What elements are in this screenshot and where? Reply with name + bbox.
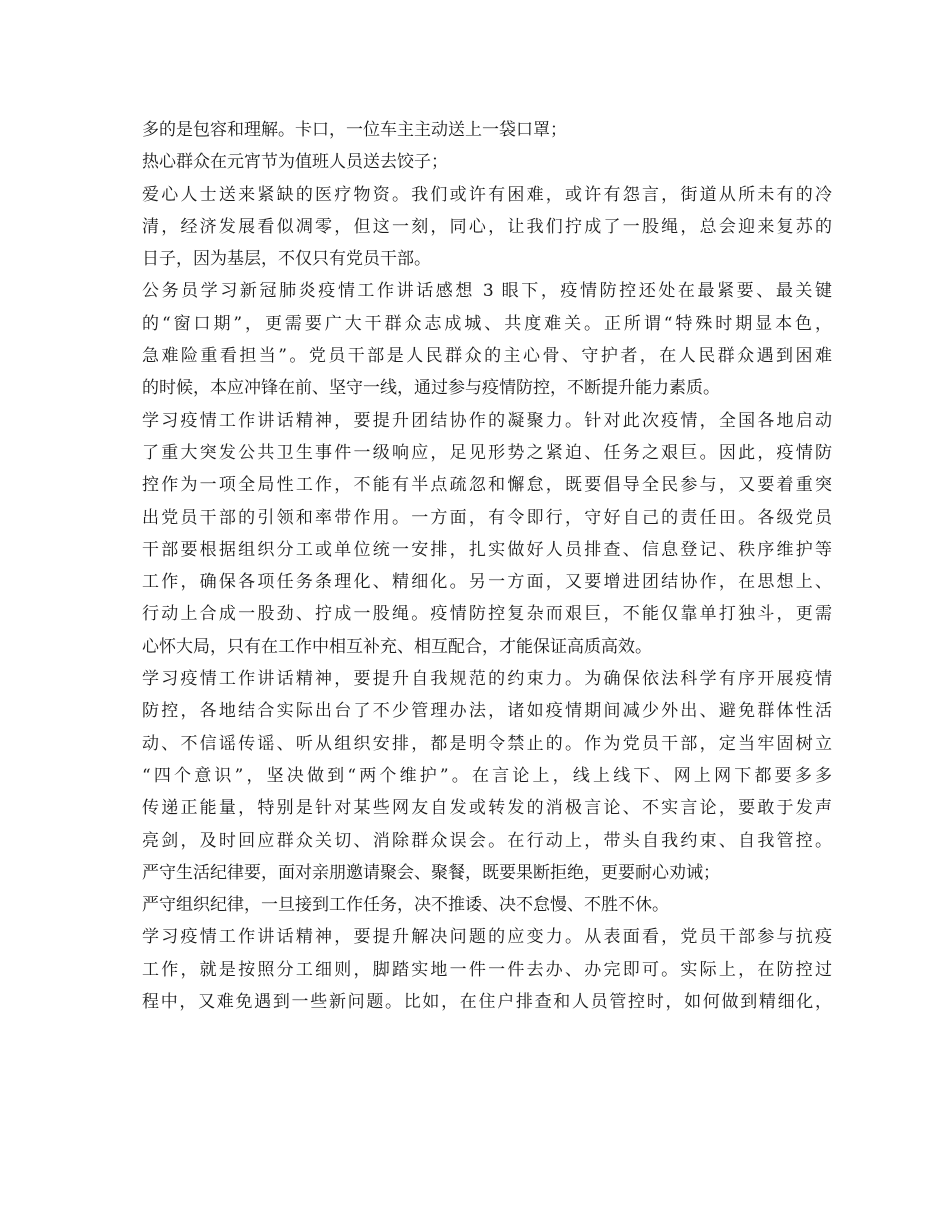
text-line: 心怀大局，只有在工作中相互补充、相互配合，才能保证高质高效。 [142, 636, 652, 657]
text-line: 多的是包容和理解。卡口，一位车主主动送上一袋口罩； [142, 120, 567, 140]
text-line: 急难险重看担当”。党员干部是人民群众的主心骨、守护者，在人民群众遇到困难 [142, 346, 832, 367]
text-line: 动、不信谣传谣、听从组织安排，都是明令禁止的。作为党员干部，定当牢固树立 [142, 733, 832, 754]
text-line: 公务员学习新冠肺炎疫情工作讲话感想 3 眼下，疫情防控还处在最紧要、最关键 [142, 281, 832, 302]
document-body [142, 114, 832, 1018]
text-line: 的时候，本应冲锋在前、坚守一线，通过参与疫情防控，不断提升能力素质。 [142, 378, 720, 399]
text-line: 传递正能量，特别是针对某些网友自发或转发的消极言论、不实言论，要敢于发声 [142, 798, 832, 819]
text-line: 日子，因为基层，不仅只有党员干部。 [142, 249, 431, 270]
text-line: “四个意识”，坚决做到“两个维护”。在言论上，线上线下、网上网下都要多多 [142, 765, 832, 786]
text-line: 学习疫情工作讲话精神，要提升团结协作的凝聚力。针对此次疫情，全国各地启动 [142, 410, 832, 431]
text-line: 行动上合成一股劲、拧成一股绳。疫情防控复杂而艰巨，不能仅靠单打独斗，更需 [142, 604, 832, 625]
text-line: 程中，又难免遇到一些新问题。比如，在住户排查和人员管控时，如何做到精细化， [142, 992, 832, 1013]
text-line: 学习疫情工作讲话精神，要提升自我规范的约束力。为确保依法科学有序开展疫情 [142, 669, 832, 690]
text-line: 亮剑，及时回应群众关切、消除群众误会。在行动上，带头自我约束、自我管控。 [142, 830, 832, 851]
text-line: 防控，各地结合实际出台了不少管理办法，诸如疫情期间减少外出、避免群体性活 [142, 701, 832, 722]
text-line: 了重大突发公共卫生事件一级响应，足见形势之紧迫、任务之艰巨。因此，疫情防 [142, 442, 832, 463]
text-line: 严守组织纪律，一旦接到工作任务，决不推诿、决不怠慢、不胜不休。 [142, 895, 669, 916]
text-line: 的“窗口期”，更需要广大干群众志成城、共度难关。正所谓“特殊时期显本色， [142, 313, 832, 334]
text-line: 工作，就是按照分工细则，脚踏实地一件一件去办、办完即可。实际上，在防控过 [142, 959, 832, 980]
text-line: 出党员干部的引领和率带作用。一方面，有令即行，守好自己的责任田。各级党员 [142, 507, 832, 528]
text-line: 工作，确保各项任务条理化、精细化。另一方面，又要增进团结协作，在思想上、 [142, 572, 832, 593]
text-line: 爱心人士送来紧缺的医疗物资。我们或许有困难，或许有怨言，街道从所未有的冷 [142, 184, 832, 205]
text-line: 干部要根据组织分工或单位统一安排，扎实做好人员排查、信息登记、秩序维护等 [142, 539, 832, 560]
text-line: 学习疫情工作讲话精神，要提升解决问题的应变力。从表面看，党员干部参与抗疫 [142, 927, 832, 948]
text-line: 严守生活纪律要，面对亲朋邀请聚会、聚餐，既要果断拒绝，更要耐心劝诫； [142, 862, 720, 883]
text-line: 热心群众在元宵节为值班人员送去饺子； [142, 152, 448, 173]
text-line: 清，经济发展看似凋零，但这一刻，同心，让我们拧成了一股绳，总会迎来复苏的 [142, 216, 832, 237]
text-line: 控作为一项全局性工作，不能有半点疏忽和懈怠，既要倡导全民参与，又要着重突 [142, 475, 832, 496]
